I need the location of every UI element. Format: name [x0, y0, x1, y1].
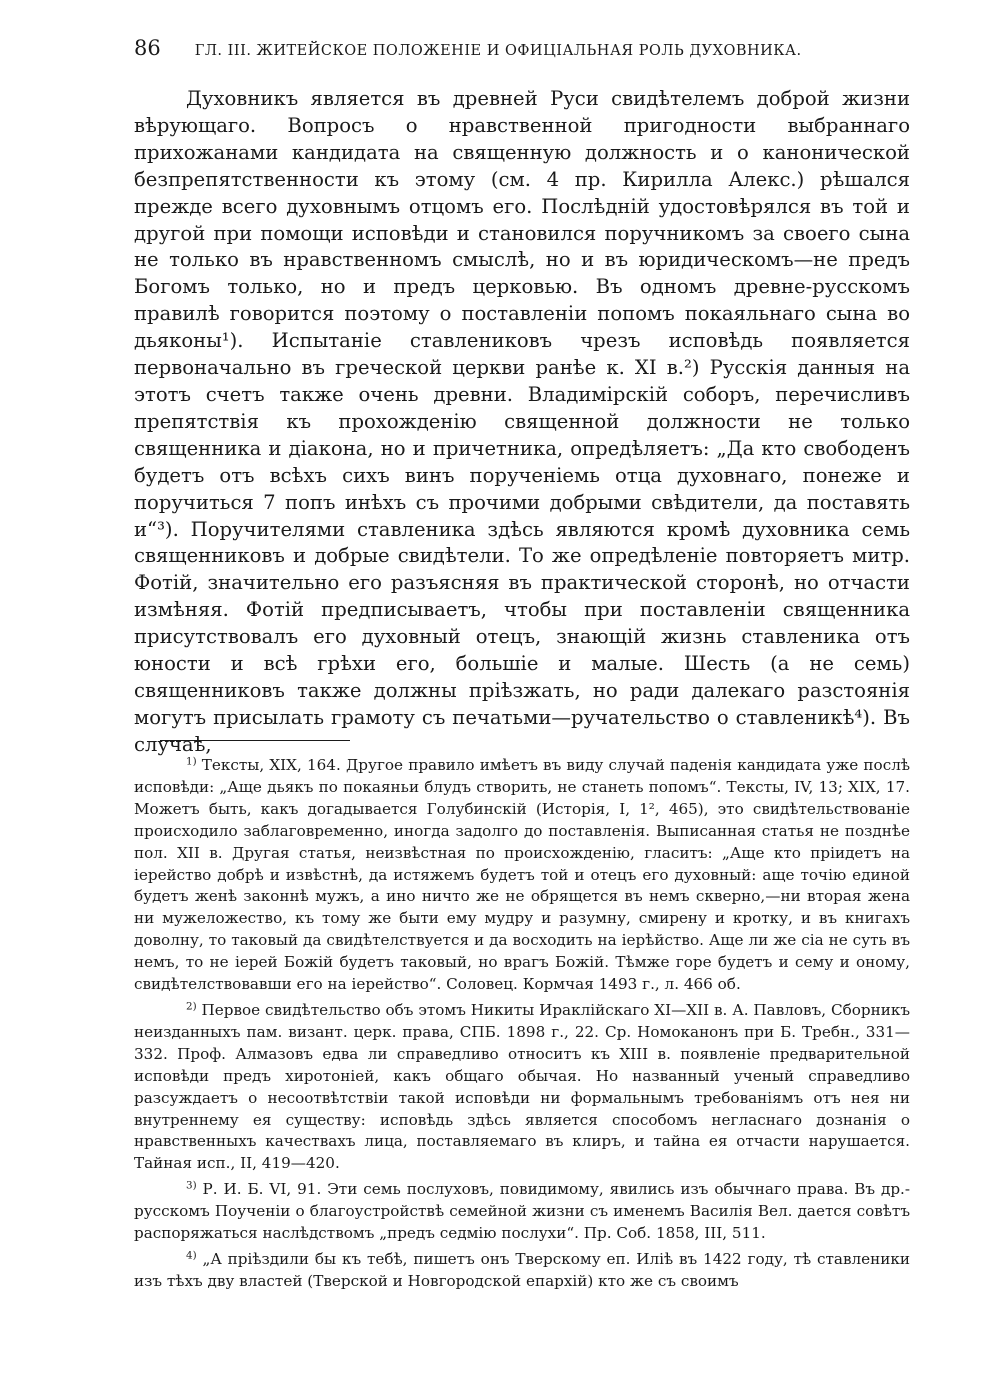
footnote-marker: 2) [186, 1000, 197, 1013]
footnote-marker: 1) [186, 755, 197, 768]
footnote-separator [160, 740, 350, 741]
page-number: 86 [134, 36, 161, 60]
footnotes [134, 755, 910, 1297]
footnote-text: Р. И. Б. VI, 91. Эти семь послуховъ, повидимому, явились изъ обычнаго права. Въ др.-русскомъ Поученіи о благоустройствѣ семейной жизни съ именемъ Василія Вел. дается совѣтъ распоряжаться наслѣдствомъ „предъ седмію послухи“. Пр. Соб. 1858, III, 511. [134, 1180, 910, 1243]
page-header [134, 36, 914, 60]
running-head: ГЛ. III. ЖИТЕЙСКОЕ ПОЛОЖЕНІЕ И ОФИЦІАЛЬНАЯ РОЛЬ ДУХОВНИКА. [194, 43, 802, 59]
main-paragraph: Духовникъ является въ древней Руси свидѣтелемъ доброй жизни вѣрующаго. Вопросъ о нравственной пригодности выбраннаго прихожанами кандидата на священную должность и о канонической безпрепятственности къ этому (см. 4 пр. Кирилла Алекс.) рѣшался прежде всего духовнымъ отцомъ его. Послѣдній удостовѣрялся въ той и другой при помощи исповѣди и становился поручникомъ за своего сына не только въ нравственномъ смыслѣ, но и въ юридическомъ—не предъ Богомъ только, но и предъ церковью. Въ одномъ древне-русскомъ правилѣ говорится поэтому о поставленіи попомъ покаяльнаго сына во дьяконы¹). Испытаніе ставлениковъ чрезъ исповѣдь появляется первоначально въ греческой церкви ранѣе к. XI в.²) Русскія данныя на этотъ счетъ также очень древни. Владимірскій соборъ, перечисливъ препятствія къ прохожденію священной должности не только священника и діакона, но и причетника, опредѣляетъ: „Да кто свободенъ будетъ отъ всѣхъ сихъ винъ порученіемь отца духовнаго, понеже и поручиться 7 попъ инѣхъ съ прочими добрыми свѣдители, да поставять и“³). Поручителями ставленика здѣсь являются кромѣ духовника семь священниковъ и добрые свидѣтели. То же опредѣленіе повторяетъ митр. Фотій, значительно его разъясняя въ практической сторонѣ, но отчасти измѣняя. Фотій предписываетъ, чтобы при поставленіи священника присутствовалъ его духовный отецъ, знающій жизнь ставленика отъ юности и всѣ грѣхи его, большіе и малые. Шесть (а не семь) священниковъ также должны пріѣзжать, но ради далекаго разстоянія могутъ присылать грамоту съ печатьми—ручательство о ставленикѣ⁴). Въ случаѣ, [134, 87, 910, 756]
footnote-marker: 4) [186, 1249, 197, 1262]
footnote-2 [134, 1000, 910, 1175]
footnote-text: Первое свидѣтельство объ этомъ Никиты Ираклійскаго XI—XII в. А. Павловъ, Сборникъ неизданныхъ пам. визант. церк. права, СПБ. 1898 г., 22. Ср. Номоканонъ при Б. Требн., 331—332. Проф. Алмазовъ едва ли справедливо относитъ къ XIII в. появленіе предварительной исповѣди предъ хиротоніей, какъ общаго обычая. Но названный ученый справедливо разсуждаетъ о несоотвѣтствіи такой исповѣди ни формальнымъ требованіямъ отъ нея ни внутреннему ея существу: исповѣдь здѣсь является способомъ негласнаго дознанія о нравственныхъ качествахъ лица, поставляемаго въ клиръ, и тайна ея отчасти нарушается. Тайная исп., II, 419—420. [134, 1000, 911, 1173]
footnote-3 [134, 1179, 910, 1245]
footnote-text: „А пріѣздили бы къ тебѣ, пишетъ онъ Тверскому еп. Иліѣ въ 1422 году, тѣ ставленики изъ тѣхъ дву властей (Тверской и Новгородской епархій) кто же съ своимъ [134, 1249, 911, 1290]
footnote-marker: 3) [186, 1179, 197, 1192]
footnote-4 [134, 1249, 910, 1293]
footnote-text: Тексты, XIX, 164. Другое правило имѣетъ въ виду случай паденія кандидата уже послѣ исповѣди: „Аще дьякъ по покаяньи блудъ створить, не станеть попомъ“. Тексты, IV, 13; XIX, 17. Можетъ быть, какъ догадывается Голубинскій (Исторія, I, 1², 465), это свидѣтельствованіе происходило заблаговременно, иногда задолго до поставленія. Выписанная статья не позднѣе пол. XII в. Другая статья, неизвѣстная по происхожденію, гласитъ: „Аще кто прiидетъ на iерейство добрѣ и извѣстнѣ, да истяжемъ будетъ той и отецъ его духовный: аще точiю единой будетъ женѣ законнѣ мужъ, а ино ничто же не обрящется въ немъ скверно,—ни вторая жена ни мужеложество, къ тому же быти ему мудру и разумну, смирену и кротку, и въ книгахъ доволну, то таковый да свидѣтелствуется и да восходить на iерѣйство. Аще ли же сiа не суть въ немъ, то не iерей Божiй будетъ таковый, но врагъ Божiй. Тѣмже горе будетъ и сему и оному, свидѣтелствовавши его на iерейство“. Соловец. Кормчая 1493 г., л. 466 об. [134, 756, 911, 994]
footnote-1 [134, 755, 910, 996]
